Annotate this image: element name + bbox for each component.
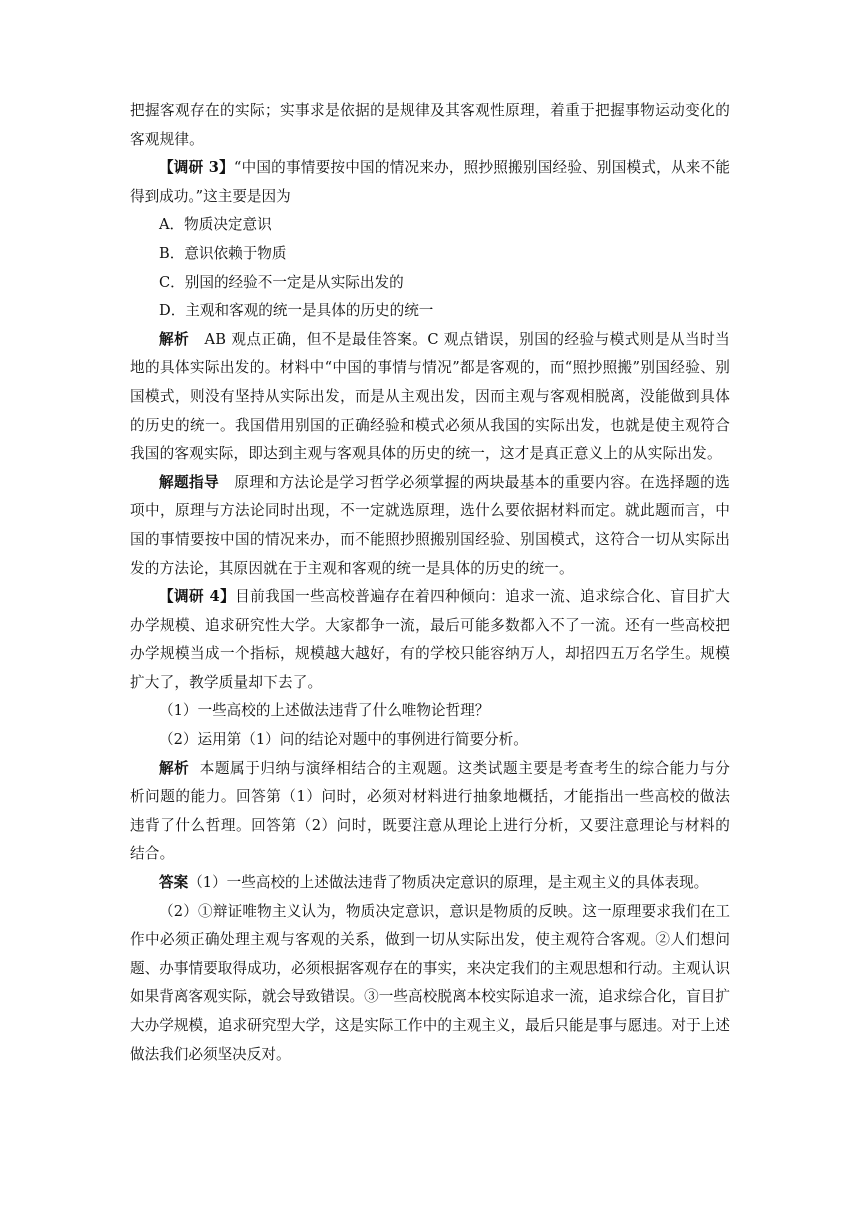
question-3-analysis — [130, 326, 730, 469]
question-3-option-c: C．别国的经验不一定是从实际出发的 — [159, 273, 404, 291]
question-3-stem: “中国的事情要按中国的情况来办，照抄照搬别国经验、别国模式，从来不能得到成功。”这主要是因为 — [130, 159, 730, 205]
question-4 — [130, 583, 730, 697]
analysis-text: AB 观点正确，但不是最佳答案。C 观点错误，别国的经验与模式则是从当时当地的具体实际出发的。材料中“中国的事情与情况”都是客观的，而“照抄照搬”别国经验、别国模式，则没有坚持从实际出发，而是从主观出发，因而主观与客观相脱离，没能做到具体的历史的统一。我国借用别国的正确经验和模式必须从我国的实际出发，也就是使主观符合我国的客观实际，即达到主观与客观具体的历史的统一，这才是真正意义上的从实际出发。 — [130, 330, 730, 463]
analysis-label: 解析 — [159, 759, 190, 777]
question-3 — [130, 154, 730, 211]
question-4-label: 【调研 4】 — [159, 588, 236, 606]
question-3-label: 【调研 3】 — [159, 159, 234, 177]
analysis-label: 解析 — [159, 330, 190, 348]
question-4-answer-1 — [130, 869, 730, 898]
analysis-text: 本题属于归纳与演绎相结合的主观题。这类试题主要是考查考生的综合能力与分析问题的能力。回答第（1）问时，必须对材料进行抽象地概括，才能指出一些高校的做法违背了什么哲理。回答第（2）问时，既要注意从理论上进行分析，又要注意理论与材料的结合。 — [130, 759, 730, 863]
question-4-sub-2: （2）运用第（1）问的结论对题中的事例进行简要分析。 — [159, 731, 528, 749]
question-3-option-d: D．主观和客观的统一是具体的历史的统一 — [159, 302, 434, 320]
question-4-sub-1: （1）一些高校的上述做法违背了什么唯物论哲理？ — [159, 702, 490, 720]
question-4-answer-2: （2）①辩证唯物主义认为，物质决定意识，意识是物质的反映。这一原理要求我们在工作中必须正确处理主观与客观的关系，做到一切从实际出发，使主观符合客观。②人们想问题、办事情要取得成功，必须根据客观存在的事实，来决定我们的主观思想和行动。主观认识如果背离客观实际，就会导致错误。③一些高校脱离本校实际追求一流，追求综合化，盲目扩大办学规模，追求研究型大学，这是实际工作中的主观主义，最后只能是事与愿违。对于上述做法我们必须坚决反对。 — [130, 902, 730, 1063]
question-4-analysis — [130, 755, 730, 869]
answer-text-1: （1）一些高校的上述做法违背了物质决定意识的原理，是主观主义的具体表现。 — [188, 874, 709, 892]
question-3-guide — [130, 469, 730, 583]
question-3-option-b: B．意识依赖于物质 — [159, 244, 287, 262]
answer-label: 答案 — [159, 874, 189, 892]
guide-text: 原理和方法论是学习哲学必须掌握的两块最基本的重要内容。在选择题的选项中，原理与方法论同时出现，不一定就选原理，选什么要依据材料而定。就此题而言，中国的事情要按中国的情况来办，而不能照抄照搬别国经验、别国模式，这符合一切从实际出发的方法论，其原因就在于主观和客观的统一是具体的历史的统一。 — [130, 473, 730, 577]
guide-label: 解题指导 — [159, 473, 220, 491]
document-body — [130, 97, 730, 1069]
question-4-stem: 目前我国一些高校普遍存在着四种倾向：追求一流、追求综合化、盲目扩大办学规模、追求研究性大学。大家都争一流，最后可能多数都入不了一流。还有一些高校把办学规模当成一个指标，规模越大越好，有的学校只能容纳万人，却招四五万名学生。规模扩大了，教学质量却下去了。 — [130, 588, 730, 691]
paragraph-intro: 把握客观存在的实际；实事求是依据的是规律及其客观性原理，着重于把握事物运动变化的客观规律。 — [130, 102, 730, 148]
question-3-option-a: A．物质决定意识 — [159, 216, 272, 234]
